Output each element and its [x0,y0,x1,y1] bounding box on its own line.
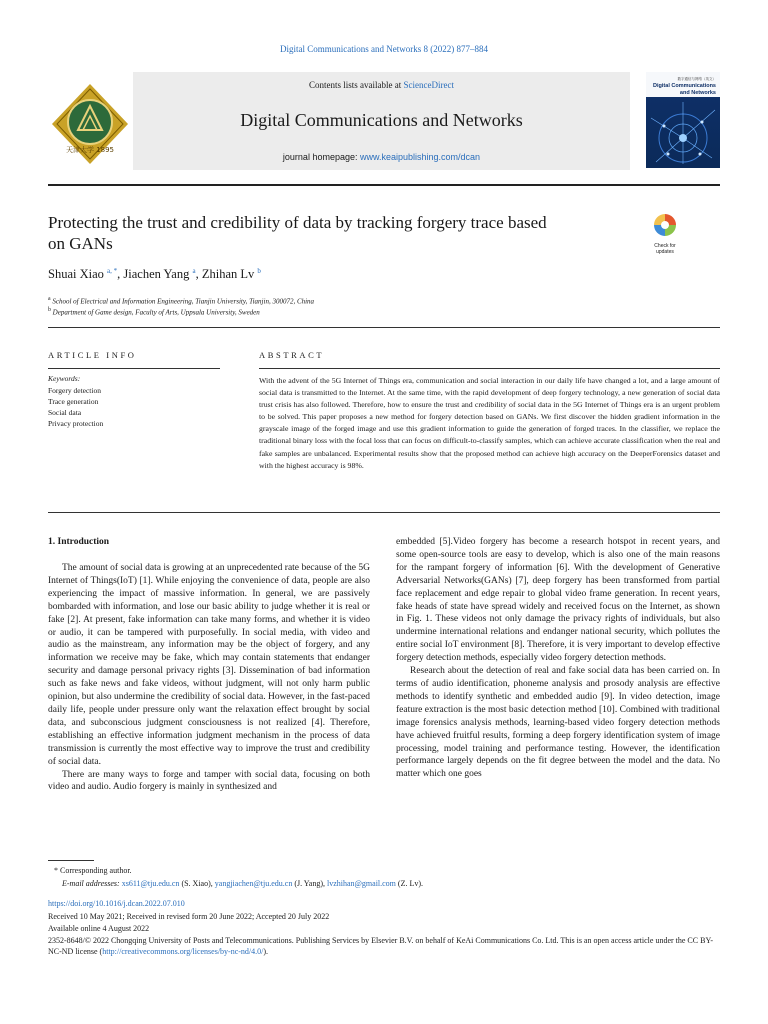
homepage-prefix: journal homepage: [282,152,360,162]
body-column-right [396,536,720,781]
author-affil-mark[interactable]: a, * [107,267,118,275]
contents-availability [133,80,630,90]
author-separator: , [195,267,202,282]
body-paragraph: Research about the detection of real and fake social data has been carried on. In terms of audio identification, phoneme analysis and prosody analysis are effective methods to identify synthetic and embedded audio [9]. In video detection, image feature extraction is the most basic detection method [10]. Combined with traditional image forensics analysis methods, learning-based video forgery detection methods have achieved fruitful results, forming a deep forgery identification system of image processing, model training and performance testing. However, the identification performance largely depends on the fit degree between the model and the data. No matter which one goes [396,666,720,780]
contents-prefix: Contents lists available at [309,80,404,90]
journal-citation[interactable]: Digital Communications and Networks 8 (2022) 877–884 [280,44,488,54]
email-label: E-mail addresses: [62,879,122,888]
affiliation-text: Department of Game design, Faculty of Arts, Uppsala University, Sweden [52,308,260,317]
abstract-text: With the advent of the 5G Internet of Things era, communication and social interaction in our daily life have changed a lot, and a large amount of social data is transmitted to the Internet. At the same time, with the rapid development of deep forgery technology, a new generation of social data trust crisis has also followed. Therefore, how to ensure the trust and credibility of social data in the 5G Internet of Things era is an urgent problem to be solved. This paper proposes a new method for forgery detection based on GANs. We first discover the hidden gradient information in the grayscale image of the forged image and use this gradient information to guide the generation of forged traces. In the classifier, we replace the traditional binary loss with the focal loss that can focus on difficult-to-classify samples, which can achieve accurate classification when the real and fake samples are unbalanced. Experimental results show that the proposed method can achieve high accuracy on the DeeperForensics dataset and with the highest accuracy is 98%. [259,376,720,470]
crossmark-label-2: updates [656,249,674,255]
section-heading-introduction: 1. Introduction [48,537,110,547]
article-info-heading: ARTICLE INFO [48,350,137,360]
abstract-rule [259,368,720,369]
paper-title-line-1: Protecting the trust and credibility of data by tracking forgery trace based [48,213,547,232]
cover-network-graphic [646,98,720,168]
abstract-bottom-rule [48,512,720,513]
email-owner: (S. Xiao), [179,879,215,888]
cover-title-1: Digital Communications [653,83,716,89]
paper-title [48,212,638,254]
email-link[interactable]: yangjiachen@tju.edu.cn [214,879,293,888]
email-addresses [62,879,423,888]
affiliation [48,296,314,305]
university-seal-logo [48,82,132,166]
author-affil-mark[interactable]: a [192,267,196,275]
affiliation [48,307,260,316]
body-paragraph: embedded [5].Video forgery has become a research hotspot in recent years, and some open-source tools are easy to develop, which is also one of the main reasons for the rampant forgery of information [6]. With the development of Generative Adversarial Networks(GANs) [7], deep forgery has been transformed from partial face replacement and edge repair to global video frame generation. In recent years, fake heads of state have spread widely and received focus on the Internet, as shown in Fig. 1. These videos not only damage the privacy rights of individuals, but also undermine international relations and endanger national security, which pollutes the entire social IoT environment [8]. Therefore, it is very important to develop effective forgery detection methods, especially video forgery detection methods. [396,537,720,664]
email-link[interactable]: xs611@tju.edu.cn [121,879,180,888]
author-name[interactable]: Jiachen Yang [123,267,190,282]
email-link[interactable]: lvzhihan@gmail.com [327,879,396,888]
cover-title-cn: 数字通信与网络（英文） [677,77,716,81]
check-for-updates-icon[interactable] [648,212,682,255]
email-owner: (J. Yang), [292,879,327,888]
crossmark-label-1: Check for [654,243,676,249]
keyword[interactable]: Forgery detection [48,386,101,395]
affiliation-mark: b [48,307,51,313]
body-column-left [48,562,370,794]
copyright-end: ). [263,947,269,956]
homepage-link[interactable]: www.keaipublishing.com/dcan [359,152,481,162]
keyword[interactable]: Privacy protection [48,419,104,428]
author-name[interactable]: Shuai Xiao [48,267,104,282]
copyright-notice [48,935,720,957]
affiliation-text: School of Electrical and Information Engineering, Tianjin University, Tianjin, 300072, China [52,297,315,306]
affiliation-divider [48,327,720,328]
body-paragraph: The amount of social data is growing at an unprecedented rate because of the 5G Internet of Things(IoT) [1]. While enjoying the convenience of data, people are also experiencing the impact of massive information. In general, we are passively bombarded with information, and lose our basic ability to judge whether it is real or fake [2]. At present, fake information can take many forms, and whether it is video or audio, it can be tampered with purposefully. In social media, with video and audio as the mainstream, any information may be the object of forgery, and any information we receive may be fake, which may contain statements that endanger security and damage personal privacy rights [3]. Dissemination of bad information such as fake news and fake videos, without judgment, will not only harm public opinion, but also undermine the credibility of social data. However, in the fast-paced daily life, people under pressure only want the relaxation effect brought by social data, and subconscious judgment consciousness is not realized [4]. Therefore, establishing an effective information judgment mechanism in the process of data transmission is currently the most effective way to improve the trust and credibility of social data. [48,563,370,767]
copyright-text: 2352-8648/© 2022 Chongqing University of Posts and Telecommunications. Publishing Services by Elsevier B.V. on behalf of KeAi Communications Co. Ltd. This is an open access article under the CC BY-NC-ND license ( [48,936,713,956]
cover-title-2: and Networks [679,90,716,96]
abstract-heading: ABSTRACT [259,350,325,360]
journal-homepage [133,152,630,162]
journal-title: Digital Communications and Networks [240,110,523,130]
footnote-rule [48,860,94,861]
paper-title-line-2: on GANs [48,234,113,253]
author-name[interactable]: Zhihan Lv [201,267,255,282]
affiliation-mark: a [48,296,51,302]
keyword[interactable]: Trace generation [48,397,99,406]
author-list [48,267,261,282]
keyword[interactable]: Social data [48,408,82,417]
journal-cover-image [646,72,720,168]
available-online: Available online 4 August 2022 [48,924,150,933]
received-dates: Received 10 May 2021; Received in revised form 20 June 2022; Accepted 20 July 2022 [48,912,330,921]
corresponding-author-note: * Corresponding author. [54,866,132,875]
author-separator: , [117,267,124,282]
doi-link[interactable]: https://doi.org/10.1016/j.dcan.2022.07.010 [48,899,185,908]
body-paragraph: There are many ways to forge and tamper with social data, focusing on both video and audio. Audio forgery is mainly in synthesized and [48,769,370,793]
header-divider [48,184,720,186]
keywords-label: Keywords: [48,374,81,383]
author-affil-mark[interactable]: b [257,267,261,275]
email-owner: (Z. Lv). [395,879,424,888]
svg-text:天津大学 1895: 天津大学 1895 [65,146,115,154]
article-info-rule [48,368,220,369]
license-link[interactable]: http://creativecommons.org/licenses/by-nc-nd/4.0/ [102,947,264,956]
sciencedirect-link[interactable]: ScienceDirect [403,80,454,90]
